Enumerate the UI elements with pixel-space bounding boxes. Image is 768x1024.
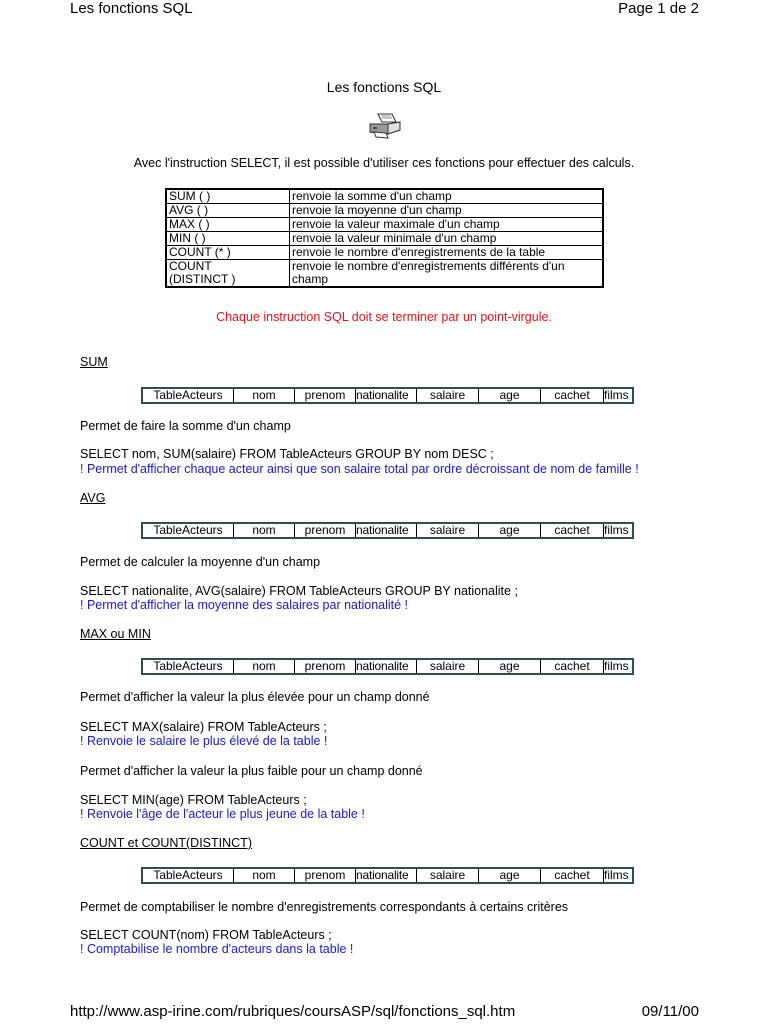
function-row [166, 232, 603, 246]
function-desc-cell: renvoie la valeur maximale d'un champ [290, 218, 604, 232]
count-description: Permet de comptabiliser le nombre d'enregistrements correspondants à certains critères [80, 900, 569, 914]
max-description: Permet d'afficher la valeur la plus élevée pour un champ donné [80, 690, 430, 704]
column-header-cell: films [604, 659, 634, 674]
column-header-cell: films [604, 523, 634, 538]
column-header-cell: prenom [295, 659, 356, 674]
table-strip-maxmin [141, 658, 634, 675]
page-title: Les fonctions SQL [326, 79, 442, 95]
avg-description: Permet de calculer la moyenne d'un champ [80, 555, 321, 569]
column-header-cell: nom [234, 523, 295, 538]
functions-table [165, 188, 604, 288]
table-strip-avg [141, 522, 634, 539]
column-header-cell: salaire [417, 523, 479, 538]
column-header-cell: cachet [541, 659, 604, 674]
section-heading-avg: AVG [80, 491, 106, 505]
column-header-cell: salaire [417, 388, 479, 403]
column-header-cell: cachet [541, 388, 604, 403]
column-header-cell: age [479, 659, 541, 674]
avg-comment: ! Permet d'afficher la moyenne des salaires par nationalité ! [80, 598, 409, 612]
function-row [166, 189, 603, 204]
page-number: Page 1 de 2 [618, 0, 699, 17]
page-header-title: Les fonctions SQL [70, 0, 193, 17]
function-name-cell: MAX ( ) [166, 218, 290, 232]
min-description: Permet d'afficher la valeur la plus faible pour un champ donné [80, 764, 423, 778]
function-name-cell: COUNT (* ) [166, 246, 290, 260]
column-header-cell: TableActeurs [142, 523, 234, 538]
column-header-cell: nationalite [356, 388, 417, 403]
page-url[interactable]: http://www.asp-irine.com/rubriques/coursASP/sql/fonctions_sql.htm [70, 1003, 516, 1020]
column-header-cell: prenom [295, 388, 356, 403]
count-comment: ! Comptabilise le nombre d'acteurs dans la table ! [80, 942, 354, 956]
column-header-cell: TableActeurs [142, 868, 234, 883]
column-header-cell: nationalite [356, 523, 417, 538]
column-header-cell: age [479, 868, 541, 883]
function-desc-cell: renvoie le nombre d'enregistrements de la table [290, 246, 604, 260]
function-name-cell: SUM ( ) [166, 189, 290, 204]
section-heading-count: COUNT et COUNT(DISTINCT) [80, 836, 252, 850]
function-desc-cell: renvoie la valeur minimale d'un champ [290, 232, 604, 246]
section-heading-sum: SUM [80, 355, 108, 369]
function-name-cell: AVG ( ) [166, 204, 290, 218]
column-header-cell: TableActeurs [142, 659, 234, 674]
column-header-cell: salaire [417, 659, 479, 674]
column-header-cell: age [479, 523, 541, 538]
column-header-cell: nom [234, 388, 295, 403]
column-header-cell: age [479, 388, 541, 403]
function-name-cell: MIN ( ) [166, 232, 290, 246]
column-header-cell: nom [234, 659, 295, 674]
table-strip-sum [141, 387, 634, 404]
sum-description: Permet de faire la somme d'un champ [80, 419, 291, 433]
function-desc-cell: renvoie la somme d'un champ [290, 189, 604, 204]
column-header-cell: films [604, 868, 634, 883]
max-comment: ! Renvoie le salaire le plus élevé de la table ! [80, 734, 328, 748]
function-row [166, 218, 603, 232]
function-desc-cell: renvoie le nombre d'enregistrements différents d'un champ [290, 260, 604, 288]
max-sql-code: SELECT MAX(salaire) FROM TableActeurs ; [80, 720, 327, 734]
column-header-cell: films [604, 388, 634, 403]
section-heading-maxmin: MAX ou MIN [80, 627, 151, 641]
function-name-cell: COUNT (DISTINCT ) [166, 260, 290, 288]
column-header-cell: TableActeurs [142, 388, 234, 403]
function-row [166, 246, 603, 260]
avg-sql-code: SELECT nationalite, AVG(salaire) FROM TableActeurs GROUP BY nationalite ; [80, 584, 518, 598]
table-strip-count [141, 867, 634, 884]
sum-comment: ! Permet d'afficher chaque acteur ainsi que son salaire total par ordre décroissant de nom de famille ! [80, 462, 639, 476]
column-header-cell: prenom [295, 523, 356, 538]
column-header-cell: prenom [295, 868, 356, 883]
column-header-cell: cachet [541, 868, 604, 883]
intro-text: Avec l'instruction SELECT, il est possible d'utiliser ces fonctions pour effectuer des calculs. [133, 156, 635, 170]
column-header-cell: nationalite [356, 659, 417, 674]
column-header-cell: nom [234, 868, 295, 883]
printer-icon[interactable] [366, 112, 402, 140]
function-desc-cell: renvoie la moyenne d'un champ [290, 204, 604, 218]
function-row [166, 260, 603, 288]
min-sql-code: SELECT MIN(age) FROM TableActeurs ; [80, 793, 307, 807]
column-header-cell: nationalite [356, 868, 417, 883]
count-sql-code: SELECT COUNT(nom) FROM TableActeurs ; [80, 928, 332, 942]
print-date: 09/11/00 [641, 1003, 699, 1020]
column-header-cell: salaire [417, 868, 479, 883]
min-comment: ! Renvoie l'âge de l'acteur le plus jeune de la table ! [80, 807, 365, 821]
column-header-cell: cachet [541, 523, 604, 538]
semicolon-warning: Chaque instruction SQL doit se terminer par un point-virgule. [216, 310, 552, 324]
function-row [166, 204, 603, 218]
sum-sql-code: SELECT nom, SUM(salaire) FROM TableActeurs GROUP BY nom DESC ; [80, 447, 494, 461]
